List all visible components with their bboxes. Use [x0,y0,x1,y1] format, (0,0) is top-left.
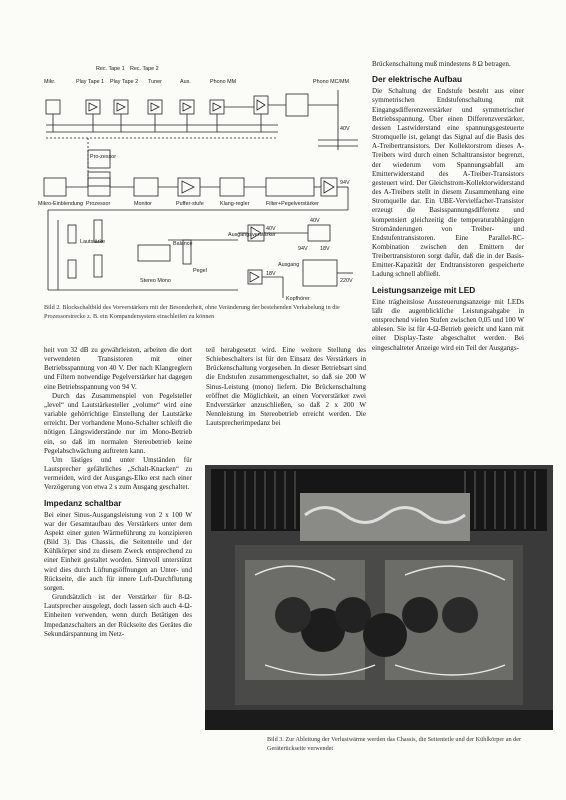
label-40v: 40V [266,226,276,232]
column-3 [372,60,524,353]
amp-block-play2 [114,100,128,114]
col3-paragraph-0: Brückenschaltung muß mindestens 8 Ω betragen. [372,60,511,68]
label-kopfhoerer: Kopfhörer [286,296,310,302]
label-pegel: Pegel [193,268,207,274]
label-prozessor-box: Pro-zessor [90,154,117,160]
filter-block [266,178,314,196]
col2-paragraph-1: teil herabgesetzt wird. Eine weitere Stellung des Schiebeschalters ist für den Einsatz des Verstärkers in Brückenschaltung vorgesehen. In dieser Betriebsart sind die Endstufen zusammengeschaltet, so daß sie 200 W Sinus-Leistung (mono) liefern. Die Brückenschaltung eröffnet die Möglichkeit, an einen Vorverstärker zwei Endverstärker anzuschließen, so daß 2 x 200 W Nennleistung im Stereobetrieb erreicht werden. Die Lautsprecherimpedanz bei [206,346,366,428]
mikro-einblendung-block [44,178,66,196]
label-stereo-mono: Stereo Mono [140,278,171,284]
label-pufferstufe: Puffer-stufe [176,201,204,207]
column-2 [206,346,366,428]
label-klangregler: Klang-regler [220,201,250,207]
label-18v: 18V [320,246,330,252]
label-filter: Filter+Pegelverstärker [266,201,319,207]
label-mikro: Mikr. [44,79,56,85]
circuit-board [300,493,470,541]
monitor-block [134,178,158,196]
label-play-tape-2: Play Tape 2 [110,79,139,85]
transformer-right [442,597,478,633]
col3-paragraph-2: Eine trägheitslose Aussteuerungsanzeige mit LEDs läßt die augenblickliche Leistungsabgabe in entsprechend vielen Stufen zwischen 0,05 und 100 W ablesen. Sie ist für 4-Ω-Betrieb geeicht und kann mit einer Display-Taste abgeschaltet werden. Bei eingeschalteter Anzeige wird ein Teil der Ausgangs- [372,297,524,352]
label-monitor: Monitor [134,201,152,207]
col1-paragraph-2: Durch das Zusammenspiel von Pegelsteller „level“ und Lautstärkesteller „volume“ wird eine variable gehörrichtige Einstellung der Lautstärke erreicht. Der vorhandene Mono-Schalter schleift die nötigen Längswiderstände nur im Mono-Betrieb ein, so daß im normalen Stereobetrieb keine Pegelabschwächung auftreten kann. [44,391,192,455]
label-prozessor: Prozessor [86,201,111,207]
transformer-left [275,597,311,633]
power-supply-block [303,260,337,286]
label-ausgangsverstaerker: Ausgangsverstärker [228,232,276,238]
transformer-block [286,94,308,116]
label-mikro-einblendung: Mikro-Einblendung [38,201,83,207]
label-lautstaerke: Lautstärke [80,239,106,245]
label-94v: 94V [298,246,308,252]
label-phono-mm: Phono MM [210,79,237,85]
label-aux: Aux. [180,79,191,85]
label-phono-mc: Phono MC/MM [313,79,349,85]
mikro-input-block [46,100,60,114]
pufferstufe-block [178,178,200,196]
block-diagram [38,60,363,310]
amp-block-tuner [148,100,162,114]
amp-block-phono-mc [254,96,268,114]
col1-paragraph-5: Grundsätzlich ist der Verstärker für 8-Ω-Lautsprecher ausgelegt, doch lassen sich auch 4-Ω-Einheiten verwenden, wenn durch Betätigen des Impedanzschalters an der Rückseite des Gerätes die Sekundärspannung im Netz- [44,593,192,638]
stereo-mono-switch [138,245,170,261]
amplifier-photo-drawing [205,465,553,730]
front-panel [205,710,553,730]
amp-block-phono-mm [210,100,224,114]
label-supply-94v: 94V [340,180,350,186]
label-supply-40v: 40V [340,126,350,132]
col1-paragraph-3: Um lästiges und unter Umständen für Lautsprecher gefährliches „Schalt-Knacken“ zu vermeiden, wird der Ausgangs-Elko erst nach einer Verzögerung von etwa 2 s zum Ausgang geschaltet. [44,455,192,492]
label-ausgang: Ausgang [278,262,300,268]
klangregler-block [220,178,244,196]
label-rec-tape-2: Rec. Tape 2 [130,66,159,72]
column-1 [44,346,192,639]
amp-block-aux [180,100,194,114]
figure-2-caption: Bild 2. Blockschaltbild des Vorverstärkers mit der Besonderheit, ohne Veränderung der bestehenden Verkabelung in die Prozessorstrecke z. B. ein Kompandersystem einschleifen zu können [44,304,340,320]
amplifier-interior-photo [205,465,553,730]
col3-paragraph-1: Die Schaltung der Endstufe besteht aus einer symmetrischen Endstufenschaltung mit Eingangsdifferenzverstärker und symmetrischer Betriebsspannung. Über einen Differenzverstärker, dessen Lastwiderstand eine spannungsgesteuerte Stromquelle ist, gelangt das Signal auf die Basis des A-Treibertransistors. Der Kollektorstrom dieses A-Treibers wird durch einen Schalttransistor begrenzt, der wiederum vom Spannungsabfall am Emitterwiderstand des A-Treiber-Transistors gesteuert wird. Der Gleichstrom-Kollektorwiderstand des A-Treibers stellt in diesem Zusammenhang eine Stromquelle dar. Ein UBE-Vervielfacher-Transistor erzeugt die Basisspannungsdifferenz und kompensiert gleichzeitig die temperaturabhängigen Stromänderungen von Treiber- und Endstufentransistoren. Eine Parallel-RC-Kombination zwischen den Emittern der Treibertransistoren sorgt dafür, daß die in der Basis-Emitter-Kapazität der Endtransistoren gespeicherte Ladung schnell abfließt. [372,87,524,279]
heading-leistungsanzeige: Leistungsanzeige mit LED [372,284,476,295]
label-tuner: Tuner [148,79,162,85]
label-220v: 220V [340,278,353,284]
label-40v-b: 40V [310,218,320,224]
amp-block-play1 [86,100,100,114]
prozessor-block [88,178,110,196]
label-18v-b: 18V [266,271,276,277]
label-rec-tape-1: Rec. Tape 1 [96,66,125,72]
heading-impedanz: Impedanz schaltbar [44,497,122,508]
amp-triangle [89,103,97,111]
col1-paragraph-4: Bei einer Sinus-Ausgangsleistung von 2 x 100 W war der Gesamtaufbau des Verstärkers unter dem Aspekt einer guten Wärmeführung zu konzipieren (Bild 3). Das Chassis, die Seitenteile und der Kühlkörper sind zu diesem Zweck entsprechend zu einer Einheit gestaltet worden. Sinnvoll unterstützt wird dies durch Lüftungsöffnungen an Unter- und Rückseite, die auch für innere Luft-Durchflutung sorgen. [44,510,192,592]
figure-3-caption: Bild 3. Zur Ableitung der Verlustwärme werden das Chassis, die Seitenteile und der Kühlkörper an der Geräterückseite verwendet [267,736,522,752]
label-play-tape-1: Play Tape 1 [76,79,105,85]
heading-elektrischer-aufbau: Der elektrische Aufbau [372,74,463,85]
label-balance: Balance [173,241,193,247]
col1-paragraph-1: heit von 32 dB zu gewährleisten, arbeiten die dort verwendeten Transistoren mit einer Betriebsspannung von 40 V. Der nach Klangreglern und Filtern notwendige Pegelverstärker hat dagegen eine Betriebsspannung von 94 V. [44,346,192,391]
